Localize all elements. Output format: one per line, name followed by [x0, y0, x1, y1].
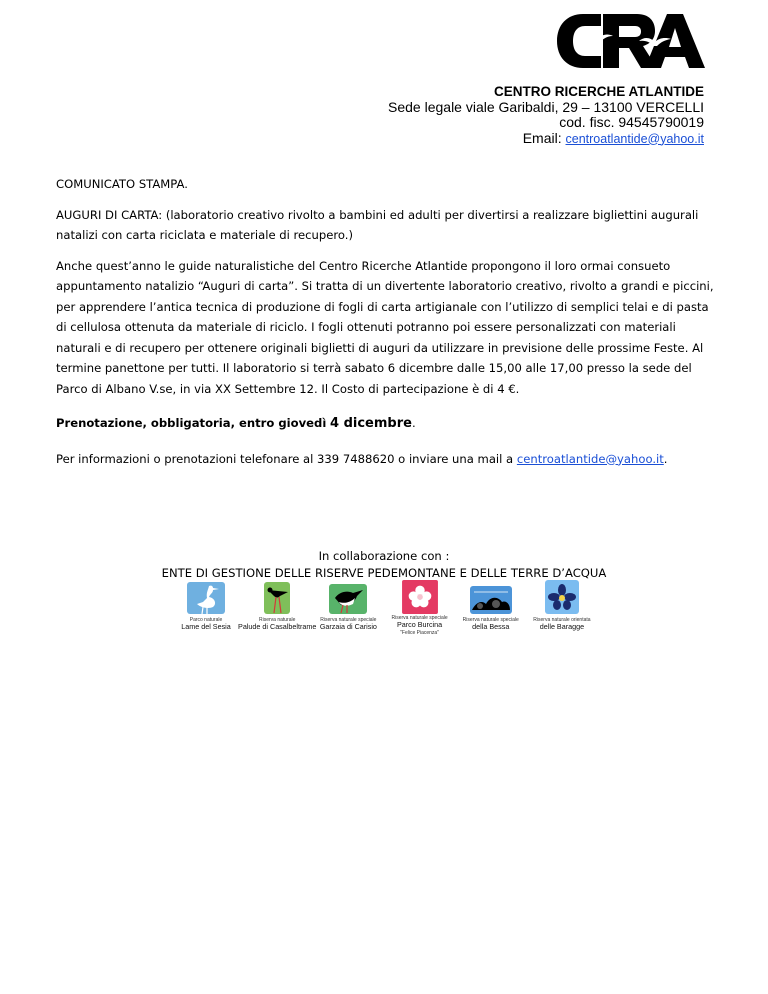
booking-date: 4 dicembre — [330, 416, 412, 431]
partner-della-bessa: Riserva naturale speciale della Bessa — [459, 580, 523, 636]
letterhead — [388, 84, 704, 147]
event-title: AUGURI DI CARTA: (laboratorio creativo rivolto a bambini ed adulti per divertirsi a realizzare bigliettini augurali natalizi con carta riciclata e materiale di recupero.) — [56, 207, 699, 242]
stilt-icon — [254, 580, 300, 616]
info-email-link[interactable]: centroatlantide@yahoo.it — [516, 451, 664, 466]
booking-prefix: Prenotazione, obbligatoria, entro giovedì — [56, 416, 327, 430]
rocks-icon — [468, 580, 514, 616]
lapwing-icon — [325, 580, 371, 616]
letterhead-email-link[interactable]: centroatlantide@yahoo.it — [565, 131, 704, 146]
info-suffix: . — [663, 451, 668, 466]
partner-delle-baragge: Riserva naturale orientata delle Baragge — [530, 580, 594, 636]
email-line — [388, 131, 704, 148]
collaboration-entity: ENTE DI GESTIONE DELLE RISERVE PEDEMONTANE E DELLE TERRE D’ACQUA — [161, 566, 607, 580]
partner-palude-di-casalbeltrame: Riserva naturale Palude di Casalbeltrame — [245, 580, 309, 636]
booking-note — [56, 413, 716, 435]
heron-icon — [183, 580, 229, 616]
partner-logos — [174, 580, 594, 636]
tax-code: cod. fisc. 94545790019 — [559, 114, 704, 130]
organization-address: Sede legale viale Garibaldi, 29 – 13100 VERCELLI — [388, 98, 704, 115]
event-description: Anche quest’anno le guide naturalistiche del Centro Ricerche Atlantide propongono il loro ormai consueto appuntamento natalizio “Auguri di carta”. Si tratta di un divertente laboratorio creativo, rivolto a grandi e piccini, per apprendere l’antica tecnica di produzione di fogli di carta artigianale con l’utilizzo di semplici telai e di pasta di cellulosa ottenuta da materiale di riciclo. I fogli ottenuti potranno poi essere personalizzati con materiali naturali e di recupero per ottenere originali biglietti di auguri da utilizzare in previsione delle prossime Feste. Al termine panettone per tutti. Il laboratorio si terrà sabato 6 dicembre dalle 15,00 alle 17,00 presso la sede del Parco di Albano V.se, in via XX Settembre 12. Il Costo di partecipazione è di 4 €. — [56, 258, 714, 396]
press-release-body — [56, 174, 716, 479]
flower-icon — [539, 580, 585, 616]
partner-garzaia-di-carisio: Riserva naturale speciale Garzaia di Carisio — [316, 580, 380, 636]
booking-suffix: . — [411, 416, 416, 430]
partner-parco-burcina: Riserva naturale speciale Parco Burcina "Felice Piacenza" — [388, 580, 452, 636]
cra-logo — [555, 12, 707, 70]
press-release-heading: COMUNICATO STAMPA. — [56, 177, 188, 191]
email-label: Email: — [522, 129, 562, 146]
partner-lame-del-sesia: Parco naturale Lame del Sesia — [174, 580, 238, 636]
info-line — [56, 449, 716, 470]
collaboration-block — [0, 548, 768, 582]
info-text: Per informazioni o prenotazioni telefonare al 339 7488620 o inviare una mail a — [56, 451, 514, 466]
rhododendron-icon — [397, 580, 443, 614]
collaboration-intro: In collaborazione con : — [318, 549, 450, 563]
organization-name: CENTRO RICERCHE ATLANTIDE — [494, 84, 704, 99]
